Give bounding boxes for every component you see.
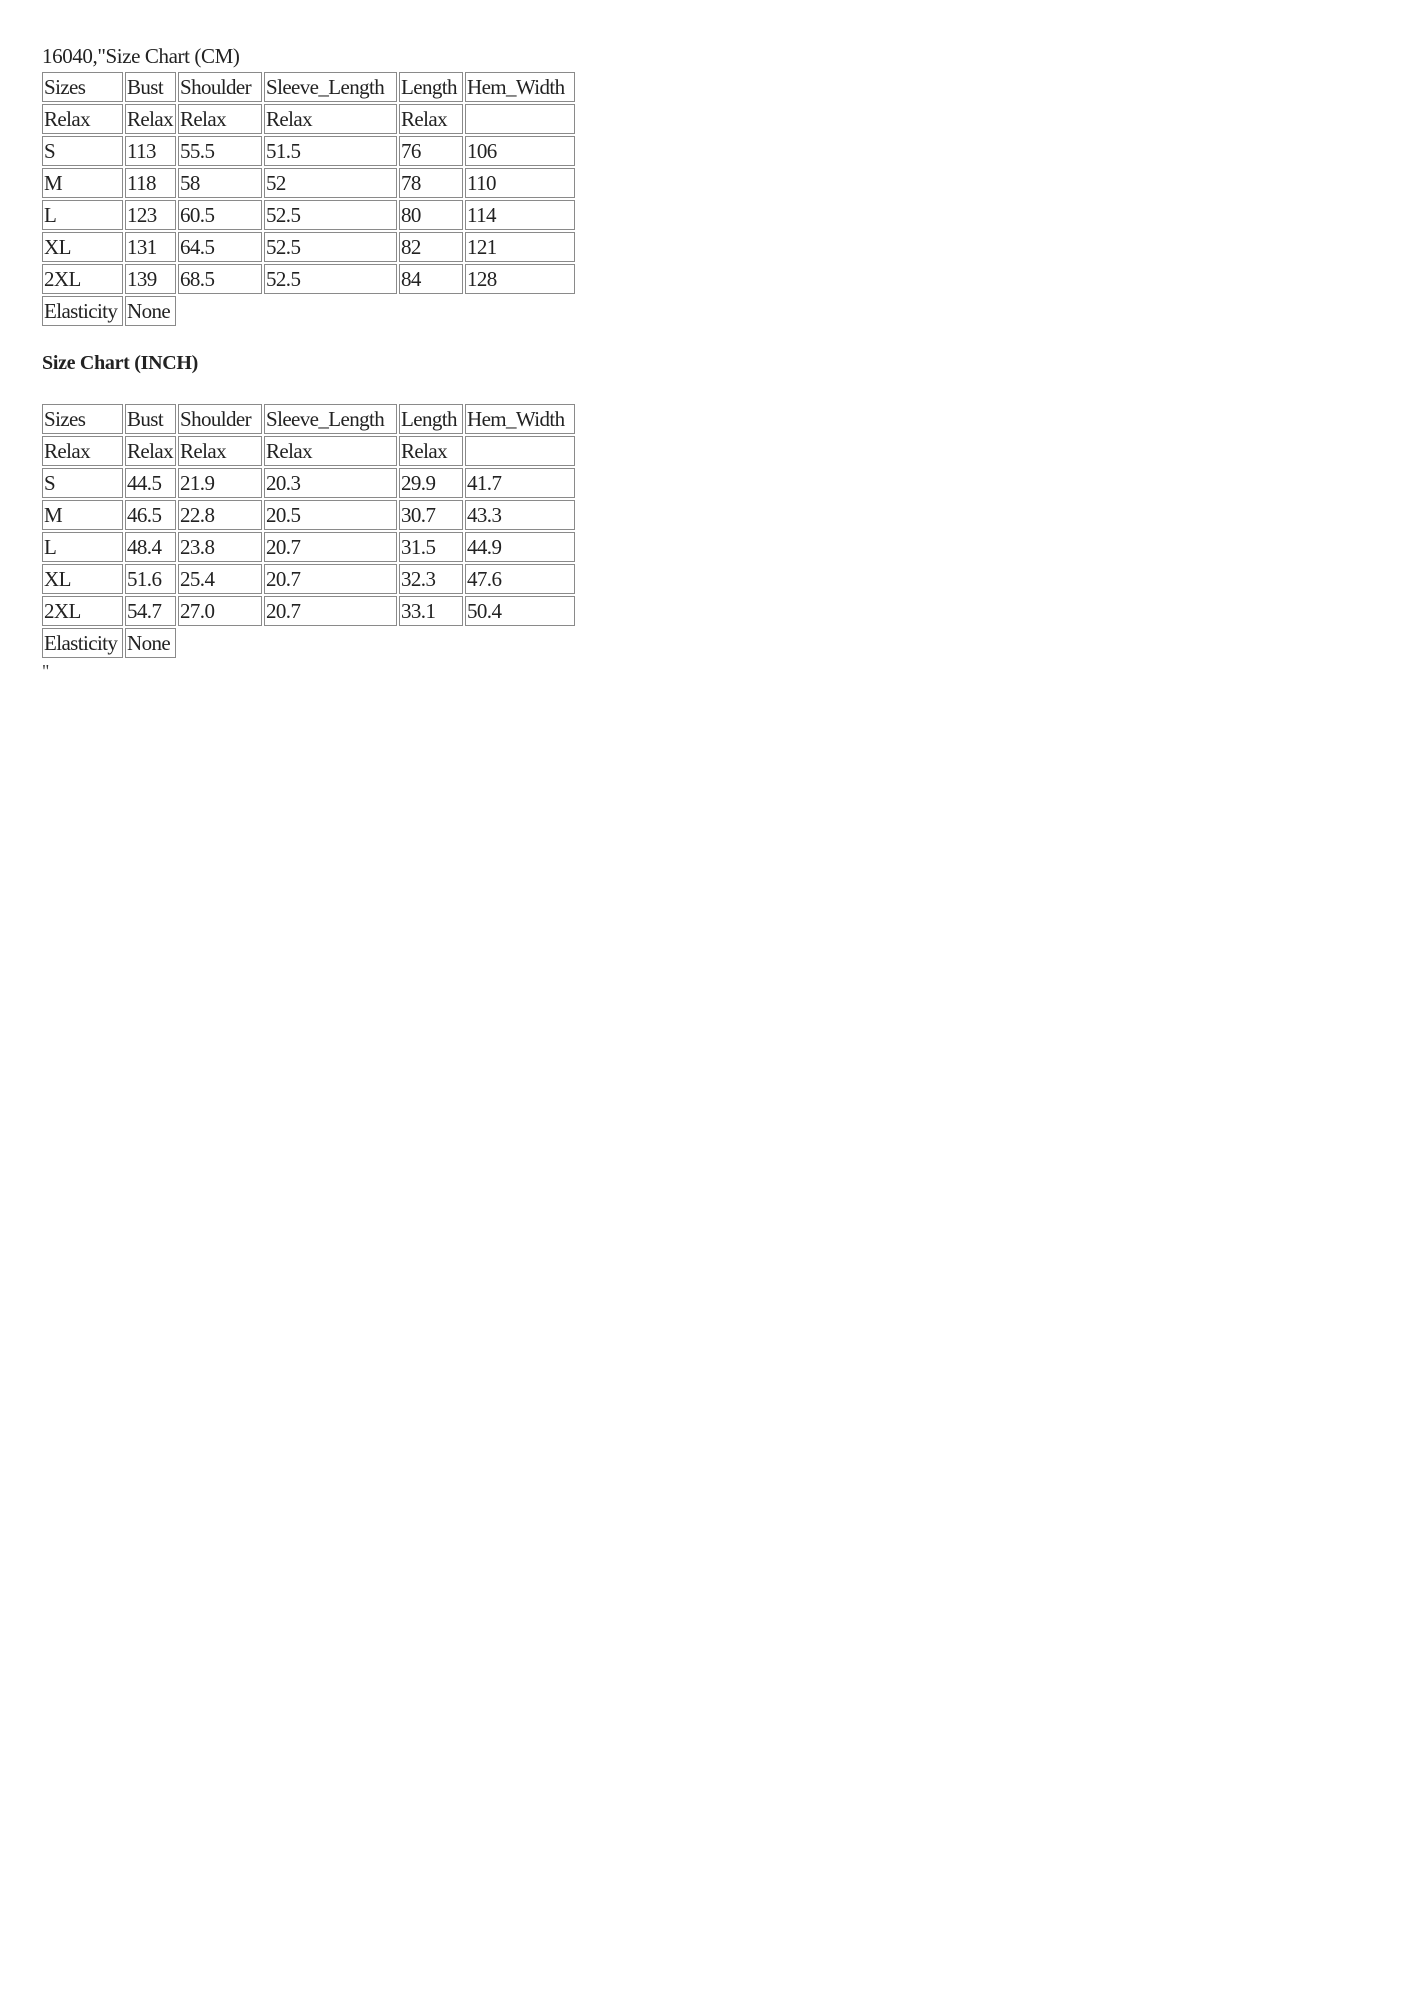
table-cell: XL bbox=[42, 564, 123, 594]
table-cell bbox=[465, 436, 575, 466]
table-row bbox=[42, 532, 575, 562]
table-cell: S bbox=[42, 136, 123, 166]
table-cell: 31.5 bbox=[399, 532, 463, 562]
table-cell: Relax bbox=[399, 436, 463, 466]
size-chart-document bbox=[42, 42, 682, 680]
table-cell: 48.4 bbox=[125, 532, 176, 562]
table-row bbox=[42, 232, 575, 262]
table-cell: 58 bbox=[178, 168, 262, 198]
table-cell: Relax bbox=[264, 104, 397, 134]
table-cell: 52.5 bbox=[264, 264, 397, 294]
elasticity-value: None bbox=[125, 296, 176, 326]
table-cell: 20.3 bbox=[264, 468, 397, 498]
table-cell: 44.5 bbox=[125, 468, 176, 498]
table-cell: 84 bbox=[399, 264, 463, 294]
table-cell: Sizes bbox=[42, 404, 123, 434]
table-cell: Relax bbox=[264, 436, 397, 466]
table-cell: 20.5 bbox=[264, 500, 397, 530]
table-cell: 2XL bbox=[42, 596, 123, 626]
table-cell: 123 bbox=[125, 200, 176, 230]
table-cell: 27.0 bbox=[178, 596, 262, 626]
table-cell: 52.5 bbox=[264, 200, 397, 230]
table-cell: Sizes bbox=[42, 72, 123, 102]
table-cell: L bbox=[42, 200, 123, 230]
table-cell: Relax bbox=[42, 104, 123, 134]
table-cell: Bust bbox=[125, 404, 176, 434]
elasticity-row bbox=[42, 628, 575, 658]
table-cell: 60.5 bbox=[178, 200, 262, 230]
table-cell: Length bbox=[399, 404, 463, 434]
table-cell: Length bbox=[399, 72, 463, 102]
table-cell: 29.9 bbox=[399, 468, 463, 498]
table-row bbox=[42, 596, 575, 626]
cm-table-body bbox=[42, 72, 575, 326]
inch-size-table bbox=[40, 402, 577, 660]
table-row bbox=[42, 264, 575, 294]
table-cell: 52.5 bbox=[264, 232, 397, 262]
table-cell: 113 bbox=[125, 136, 176, 166]
table-cell: 55.5 bbox=[178, 136, 262, 166]
table-cell: 131 bbox=[125, 232, 176, 262]
cm-chart-title: 16040,"Size Chart (CM) bbox=[42, 44, 240, 68]
table-cell: Relax bbox=[178, 104, 262, 134]
elasticity-value: None bbox=[125, 628, 176, 658]
table-cell: Hem_Width bbox=[465, 72, 575, 102]
table-cell: 128 bbox=[465, 264, 575, 294]
table-cell: 20.7 bbox=[264, 596, 397, 626]
inch-table-body bbox=[42, 404, 575, 658]
table-cell: Relax bbox=[125, 436, 176, 466]
elasticity-label: Elasticity bbox=[42, 296, 123, 326]
header-row bbox=[42, 404, 575, 434]
table-cell: 30.7 bbox=[399, 500, 463, 530]
table-cell bbox=[465, 104, 575, 134]
table-cell: 82 bbox=[399, 232, 463, 262]
table-cell: 51.6 bbox=[125, 564, 176, 594]
table-cell: 64.5 bbox=[178, 232, 262, 262]
table-cell: 121 bbox=[465, 232, 575, 262]
table-cell: 54.7 bbox=[125, 596, 176, 626]
table-cell: 110 bbox=[465, 168, 575, 198]
table-cell: 20.7 bbox=[264, 532, 397, 562]
table-row bbox=[42, 564, 575, 594]
table-cell: Sleeve_Length bbox=[264, 72, 397, 102]
table-cell: Relax bbox=[42, 436, 123, 466]
table-cell: Bust bbox=[125, 72, 176, 102]
table-cell: 51.5 bbox=[264, 136, 397, 166]
table-cell: Relax bbox=[125, 104, 176, 134]
relax-row bbox=[42, 104, 575, 134]
table-cell: 32.3 bbox=[399, 564, 463, 594]
table-cell: 44.9 bbox=[465, 532, 575, 562]
table-cell: Relax bbox=[399, 104, 463, 134]
table-cell: 118 bbox=[125, 168, 176, 198]
table-cell: 76 bbox=[399, 136, 463, 166]
table-cell: 50.4 bbox=[465, 596, 575, 626]
table-cell: 2XL bbox=[42, 264, 123, 294]
table-cell: 114 bbox=[465, 200, 575, 230]
cm-size-table bbox=[40, 70, 577, 328]
table-cell: M bbox=[42, 500, 123, 530]
table-cell: 46.5 bbox=[125, 500, 176, 530]
table-cell: 41.7 bbox=[465, 468, 575, 498]
table-cell: 52 bbox=[264, 168, 397, 198]
table-row bbox=[42, 136, 575, 166]
table-row bbox=[42, 200, 575, 230]
table-cell: 25.4 bbox=[178, 564, 262, 594]
table-cell: M bbox=[42, 168, 123, 198]
table-cell: 33.1 bbox=[399, 596, 463, 626]
table-cell: 68.5 bbox=[178, 264, 262, 294]
table-cell: 47.6 bbox=[465, 564, 575, 594]
table-cell: 20.7 bbox=[264, 564, 397, 594]
relax-row bbox=[42, 436, 575, 466]
table-cell: 22.8 bbox=[178, 500, 262, 530]
elasticity-row bbox=[42, 296, 575, 326]
table-cell: XL bbox=[42, 232, 123, 262]
table-row bbox=[42, 468, 575, 498]
table-cell: 43.3 bbox=[465, 500, 575, 530]
table-cell: Hem_Width bbox=[465, 404, 575, 434]
elasticity-label: Elasticity bbox=[42, 628, 123, 658]
table-cell: 23.8 bbox=[178, 532, 262, 562]
table-cell: Relax bbox=[178, 436, 262, 466]
table-cell: 139 bbox=[125, 264, 176, 294]
inch-chart-title: Size Chart (INCH) bbox=[42, 352, 198, 374]
table-row bbox=[42, 500, 575, 530]
table-cell: L bbox=[42, 532, 123, 562]
table-row bbox=[42, 168, 575, 198]
table-cell: S bbox=[42, 468, 123, 498]
table-cell: 78 bbox=[399, 168, 463, 198]
table-cell: Shoulder bbox=[178, 72, 262, 102]
trailing-quote-mark: " bbox=[42, 661, 50, 681]
table-cell: 80 bbox=[399, 200, 463, 230]
table-cell: 21.9 bbox=[178, 468, 262, 498]
table-cell: Sleeve_Length bbox=[264, 404, 397, 434]
table-cell: 106 bbox=[465, 136, 575, 166]
header-row bbox=[42, 72, 575, 102]
table-cell: Shoulder bbox=[178, 404, 262, 434]
